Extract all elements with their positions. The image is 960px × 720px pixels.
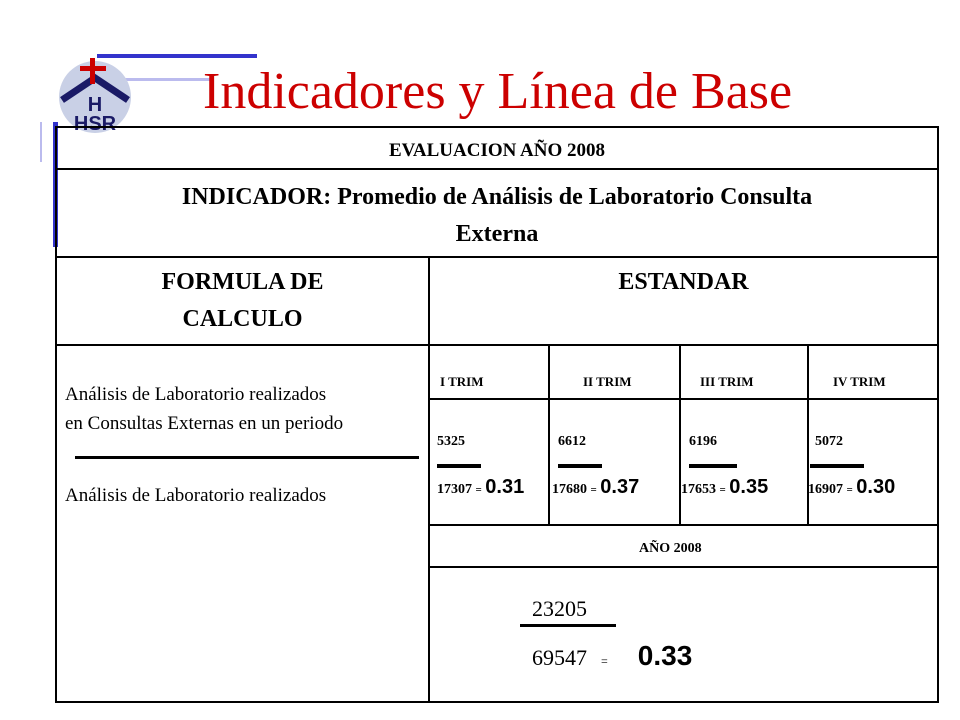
year-label: AÑO 2008 (639, 541, 702, 556)
equals-sign: = (846, 484, 853, 496)
year-fraction-bar (520, 624, 616, 627)
divider (428, 524, 937, 526)
divider (428, 398, 937, 400)
quarter-value-2: 0.37 (600, 476, 640, 498)
quarter-denominator-4: 16907 (808, 482, 843, 497)
quarter-numerator-1: 5325 (437, 434, 465, 449)
quarter-label-2: II TRIM (583, 374, 632, 389)
equals-sign: = (590, 484, 597, 496)
equals-sign: = (719, 484, 726, 496)
formula-fraction-bar (75, 456, 419, 459)
quarter-result-1 (437, 476, 524, 499)
divider (548, 344, 550, 524)
divider (57, 256, 937, 258)
equals-sign: = (601, 654, 608, 668)
quarter-value-4: 0.30 (856, 476, 896, 498)
accent-line-left-inner (40, 122, 42, 162)
quarter-label-1: I TRIM (440, 374, 484, 389)
quarter-numerator-2: 6612 (558, 434, 586, 449)
estandar-header: ESTANDAR (618, 269, 749, 295)
svg-text:HSR: HSR (73, 113, 117, 135)
quarter-result-2 (552, 476, 639, 499)
quarter-numerator-3: 6196 (689, 434, 717, 449)
svg-text:H: H (87, 94, 103, 116)
formula-denominator: Análisis de Laboratorio realizados (65, 485, 327, 506)
quarter-numerator-4: 5072 (815, 434, 843, 449)
indicador-line-2: Externa (455, 221, 539, 247)
quarter-value-3: 0.35 (729, 476, 769, 498)
quarter-label-4: IV TRIM (833, 374, 886, 389)
divider (428, 566, 937, 568)
formula-numerator-line-2: en Consultas Externas en un periodo (65, 413, 344, 434)
year-denominator: 69547 (532, 645, 587, 670)
quarter-fraction-bar-4 (810, 464, 864, 468)
quarter-denominator-2: 17680 (552, 482, 587, 497)
year-result (532, 640, 692, 672)
equals-sign: = (475, 484, 482, 496)
quarter-value-1: 0.31 (485, 476, 525, 498)
quarter-denominator-1: 17307 (437, 482, 472, 497)
year-value: 0.33 (637, 640, 693, 671)
hsr-logo (56, 58, 134, 136)
quarter-fraction-bar-3 (689, 464, 737, 468)
quarter-fraction-bar-1 (437, 464, 481, 468)
formula-header-line-2: CALCULO (182, 306, 303, 332)
quarter-label-3: III TRIM (700, 374, 754, 389)
divider (428, 256, 430, 701)
slide-title: Indicadores y Línea de Base (203, 63, 793, 120)
divider (57, 344, 937, 346)
indicador-line-1: INDICADOR: Promedio de Análisis de Laboratorio Consulta (181, 184, 813, 210)
quarter-fraction-bar-2 (558, 464, 602, 468)
year-numerator: 23205 (532, 596, 587, 621)
indicator-table (55, 126, 939, 703)
formula-header-line-1: FORMULA DE (161, 269, 324, 295)
quarter-result-4 (808, 476, 895, 499)
quarter-denominator-3: 17653 (681, 482, 716, 497)
quarter-result-3 (681, 476, 768, 499)
formula-numerator-line-1: Análisis de Laboratorio realizados (65, 384, 327, 405)
divider (57, 168, 937, 170)
evaluacion-heading: EVALUACION AÑO 2008 (388, 140, 606, 161)
